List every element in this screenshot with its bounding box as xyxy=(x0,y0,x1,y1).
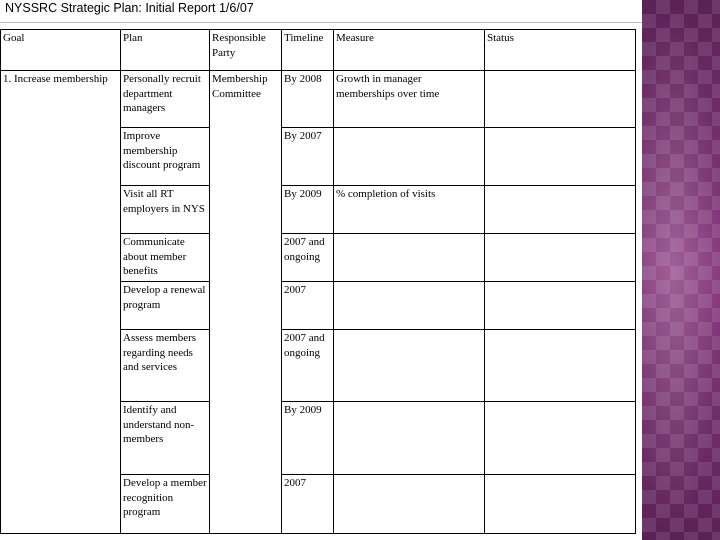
goal-cell: 1. Increase membership xyxy=(1,71,121,534)
status-cell xyxy=(485,71,636,128)
table-header-row xyxy=(1,30,636,71)
measure-cell xyxy=(334,128,485,186)
timeline-cell: 2007 and ongoing xyxy=(282,234,334,282)
plan-cell: Identify and understand non-members xyxy=(121,402,210,475)
timeline-cell: By 2008 xyxy=(282,71,334,128)
table-row xyxy=(1,71,636,128)
plan-cell: Develop a member recognition program xyxy=(121,475,210,534)
timeline-cell: 2007 xyxy=(282,282,334,330)
plan-cell: Personally recruit department managers xyxy=(121,71,210,128)
title-divider xyxy=(0,22,642,23)
responsible-party-cell: Membership Committee xyxy=(210,71,282,534)
measure-cell: Growth in manager memberships over time xyxy=(334,71,485,128)
timeline-cell: By 2007 xyxy=(282,128,334,186)
timeline-cell: By 2009 xyxy=(282,402,334,475)
status-cell xyxy=(485,234,636,282)
plan-cell: Communicate about member benefits xyxy=(121,234,210,282)
timeline-cell: 2007 and ongoing xyxy=(282,330,334,402)
measure-cell xyxy=(334,282,485,330)
header-timeline: Timeline xyxy=(282,30,334,71)
measure-cell xyxy=(334,234,485,282)
side-panel-gloss xyxy=(642,0,720,540)
header-measure: Measure xyxy=(334,30,485,71)
status-cell xyxy=(485,282,636,330)
measure-cell xyxy=(334,475,485,534)
measure-cell xyxy=(334,402,485,475)
plan-cell: Develop a renewal program xyxy=(121,282,210,330)
measure-cell xyxy=(334,330,485,402)
plan-cell: Assess members regarding needs and services xyxy=(121,330,210,402)
measure-cell: % completion of visits xyxy=(334,186,485,234)
slide-title: NYSSRC Strategic Plan: Initial Report 1/6/07 xyxy=(5,1,254,15)
plan-cell: Visit all RT employers in NYS xyxy=(121,186,210,234)
strategic-plan-table xyxy=(0,29,636,534)
header-goal: Goal xyxy=(1,30,121,71)
header-responsible-party: Responsible Party xyxy=(210,30,282,71)
plan-cell: Improve membership discount program xyxy=(121,128,210,186)
timeline-cell: By 2009 xyxy=(282,186,334,234)
status-cell xyxy=(485,186,636,234)
timeline-cell: 2007 xyxy=(282,475,334,534)
status-cell xyxy=(485,128,636,186)
header-plan: Plan xyxy=(121,30,210,71)
decorative-side-panel xyxy=(642,0,720,540)
status-cell xyxy=(485,475,636,534)
header-status: Status xyxy=(485,30,636,71)
status-cell xyxy=(485,402,636,475)
status-cell xyxy=(485,330,636,402)
